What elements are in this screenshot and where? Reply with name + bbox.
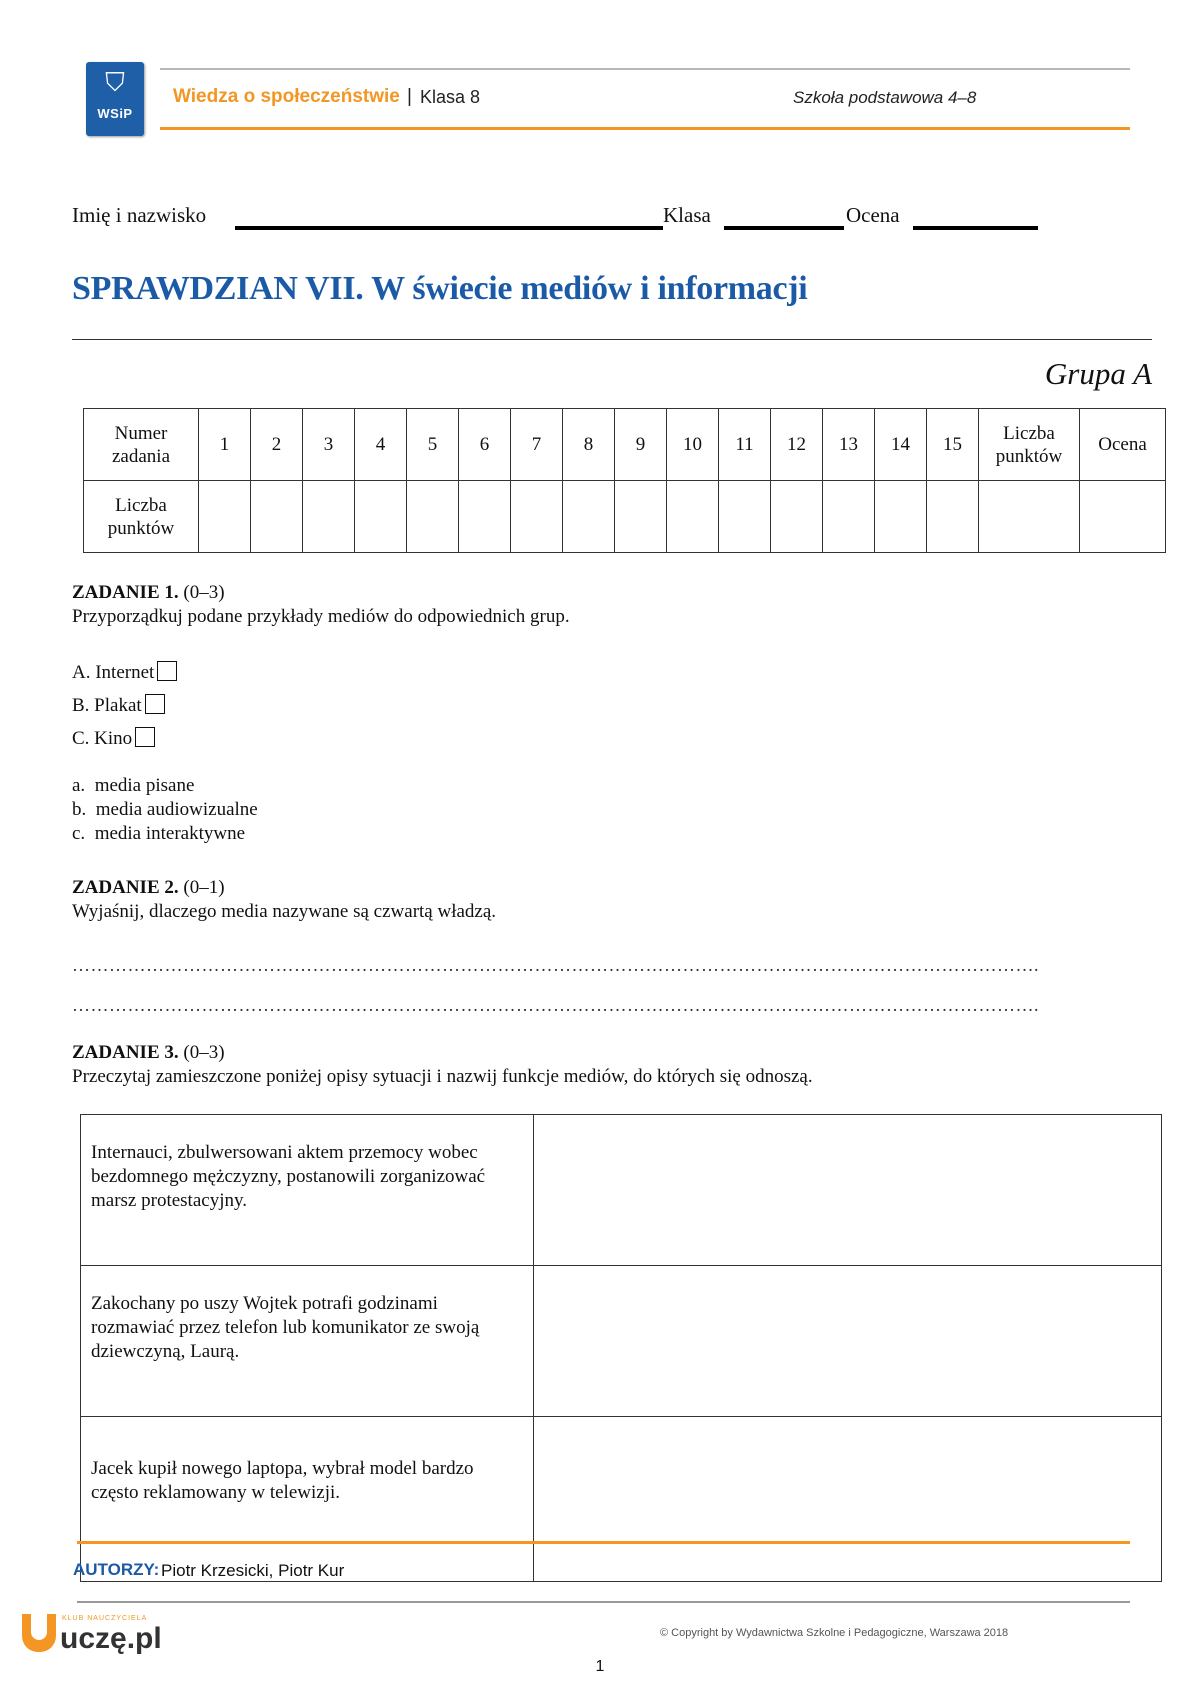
task2-instruction: Wyjaśnij, dlaczego media nazywane są czwartą władzą.	[72, 901, 497, 922]
example-label: C. Kino	[72, 728, 133, 749]
brand-tagline: KLUB NAUCZYCIELA	[62, 1615, 148, 1622]
task1-points: (0–3)	[183, 582, 225, 603]
answer-checkbox[interactable]	[135, 727, 155, 747]
name-field[interactable]	[235, 226, 663, 230]
header-bottom-rule	[160, 127, 1130, 130]
task1-instruction: Przyporządkuj podane przykłady mediów do odpowiednich grup.	[72, 606, 570, 627]
class-label: Klasa	[663, 203, 711, 227]
score-cell[interactable]	[823, 481, 875, 553]
situation-row	[81, 1417, 1162, 1582]
group-text: media audiowizualne	[95, 799, 258, 820]
task-number-cell: 8	[563, 409, 615, 481]
situation-text: Internauci, zbulwersowani aktem przemocy wobec bezdomnego mężczyzny, postanowili zorganizować marsz protestacyjny.	[81, 1115, 534, 1266]
header-subject: Wiedza o społeczeństwie	[173, 86, 400, 107]
points-header: Liczba punktów	[979, 409, 1080, 481]
task-number-cell: 13	[823, 409, 875, 481]
answer-cell[interactable]	[534, 1417, 1162, 1582]
answer-checkbox[interactable]	[145, 694, 165, 714]
group-label: Grupa A	[1044, 356, 1152, 391]
score-cell[interactable]	[355, 481, 407, 553]
task-number-cell: 10	[667, 409, 719, 481]
answer-line[interactable]: ………………………………………………………………………………………………………………………………………….	[72, 995, 1039, 1015]
book-icon: ⛉	[105, 68, 125, 98]
task-number-cell: 7	[511, 409, 563, 481]
name-label: Imię i nazwisko	[72, 203, 207, 227]
score-cell[interactable]	[719, 481, 771, 553]
answer-line[interactable]: ………………………………………………………………………………………………………………………………………….	[72, 955, 1039, 975]
task1-group	[72, 775, 194, 797]
total-points-cell[interactable]	[979, 481, 1080, 553]
footer-divider	[77, 1601, 1130, 1603]
task-number-cell: 2	[251, 409, 303, 481]
task1-example	[72, 694, 165, 717]
authors-names: Piotr Krzesicki, Piotr Kur	[161, 1561, 345, 1580]
task-number-cell: 6	[459, 409, 511, 481]
points-row-label: Liczba punktów	[84, 481, 199, 553]
task1-example	[72, 727, 155, 750]
score-cell[interactable]	[251, 481, 303, 553]
task1-group	[72, 823, 245, 845]
score-cell[interactable]	[667, 481, 719, 553]
score-cell[interactable]	[303, 481, 355, 553]
grade-field[interactable]	[913, 226, 1038, 230]
authors-label: AUTORZY:	[73, 1560, 160, 1579]
header-class: Klasa 8	[420, 87, 481, 107]
score-cell[interactable]	[511, 481, 563, 553]
title-rule	[72, 339, 1152, 340]
task3-instruction: Przeczytaj zamieszczone poniżej opisy sytuacji i nazwij funkcje mediów, do których się odnoszą.	[72, 1066, 813, 1087]
group-text: media pisane	[94, 775, 195, 796]
task1-title: ZADANIE 1.	[72, 582, 179, 603]
task-number-cell: 4	[355, 409, 407, 481]
task1-example	[72, 661, 177, 684]
logo-text: WSiP	[97, 106, 133, 121]
task2-points: (0–1)	[183, 877, 225, 898]
task1-group	[72, 799, 258, 821]
task3-points: (0–3)	[183, 1042, 225, 1063]
task-number-cell: 1	[199, 409, 251, 481]
task-number-cell: 5	[407, 409, 459, 481]
task-number-cell: 9	[615, 409, 667, 481]
task-number-cell: 11	[719, 409, 771, 481]
answer-checkbox[interactable]	[157, 661, 177, 681]
grade-header: Ocena	[1080, 409, 1166, 481]
situation-row	[81, 1115, 1162, 1266]
task-number-cell: 3	[303, 409, 355, 481]
grade-label: Ocena	[846, 203, 900, 227]
footer-rule	[77, 1541, 1130, 1544]
example-label: A. Internet	[72, 662, 155, 683]
situation-row	[81, 1266, 1162, 1417]
task2-heading	[72, 877, 225, 899]
score-cell[interactable]	[407, 481, 459, 553]
group-text: media interaktywne	[94, 823, 246, 844]
task3-title: ZADANIE 3.	[72, 1042, 179, 1063]
header-top-rule	[160, 68, 1130, 70]
answer-cell[interactable]	[534, 1115, 1162, 1266]
task3-heading	[72, 1042, 225, 1064]
header-school: Szkoła podstawowa 4–8	[793, 88, 977, 107]
score-cell[interactable]	[459, 481, 511, 553]
task1-heading	[72, 582, 225, 604]
group-letter: c.	[72, 823, 86, 844]
score-cell[interactable]	[875, 481, 927, 553]
task-number-cell: 15	[927, 409, 979, 481]
score-cell[interactable]	[927, 481, 979, 553]
copyright-text: © Copyright by Wydawnictwa Szkolne i Pedagogiczne, Warszawa 2018	[660, 1627, 1009, 1639]
header-separator: |	[407, 86, 412, 107]
brand-name: uczę.pl	[60, 1622, 162, 1655]
group-letter: a.	[72, 775, 86, 796]
grade-cell[interactable]	[1080, 481, 1166, 553]
score-header-row	[84, 409, 1166, 481]
wsip-logo	[86, 62, 144, 136]
group-letter: b.	[72, 799, 87, 820]
score-cell[interactable]	[199, 481, 251, 553]
task-number-cell: 12	[771, 409, 823, 481]
score-table	[83, 408, 1166, 553]
score-cell[interactable]	[563, 481, 615, 553]
situation-text: Zakochany po uszy Wojtek potrafi godzinami rozmawiać przez telefon lub komunikator ze swoją dziewczyną, Laurą.	[81, 1266, 534, 1417]
task-number-cell: 14	[875, 409, 927, 481]
task2-title: ZADANIE 2.	[72, 877, 179, 898]
functions-table	[80, 1114, 1162, 1582]
page-title: SPRAWDZIAN VII. W świecie mediów i informacji	[72, 270, 808, 307]
situation-text: Jacek kupił nowego laptopa, wybrał model bardzo często reklamowany w telewizji.	[81, 1417, 534, 1582]
ucze-logo-inner	[31, 1614, 47, 1640]
example-label: B. Plakat	[72, 695, 142, 716]
score-points-row	[84, 481, 1166, 553]
score-cell[interactable]	[771, 481, 823, 553]
score-cell[interactable]	[615, 481, 667, 553]
task-number-label: Numer zadania	[84, 409, 199, 481]
class-field[interactable]	[724, 226, 844, 230]
page-number: 1	[595, 1658, 605, 1675]
answer-cell[interactable]	[534, 1266, 1162, 1417]
